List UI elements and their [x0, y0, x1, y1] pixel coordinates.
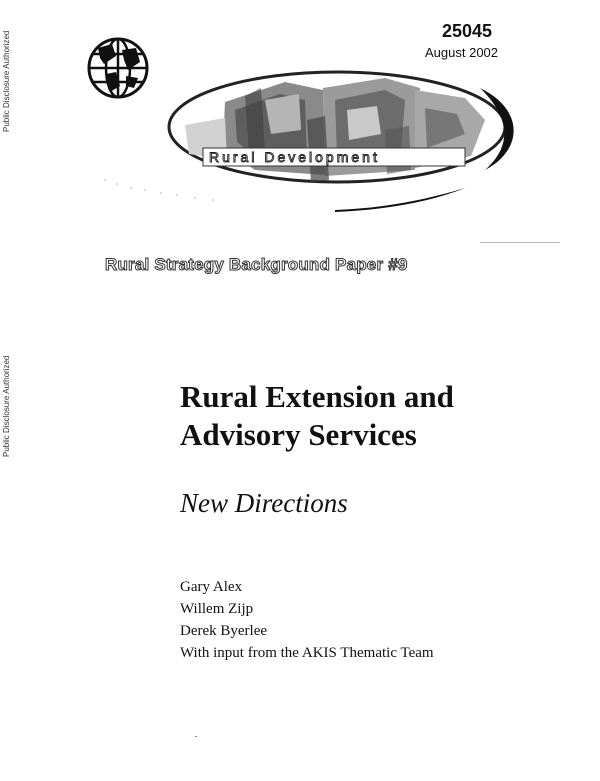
scan-speck	[195, 736, 197, 737]
report-number: 25045	[442, 21, 493, 41]
author-list	[180, 576, 434, 664]
disclosure-stamp-middle: Public Disclosure Authorized	[2, 355, 11, 457]
report-date: August 2002	[425, 45, 499, 60]
author-item: Derek Byerlee	[180, 623, 268, 639]
stray-scan-line	[480, 242, 560, 243]
rural-development-logo	[85, 30, 530, 215]
title-line-1: Rural Extension and	[180, 379, 454, 414]
globe-icon	[89, 39, 147, 97]
title-line-2: Advisory Services	[180, 417, 417, 452]
logo-banner-text: Rural Development	[209, 149, 380, 165]
document-subtitle: New Directions	[180, 488, 348, 518]
author-item: Gary Alex	[180, 579, 243, 595]
author-item: With input from the AKIS Thematic Team	[180, 645, 434, 661]
author-item: Willem Zijp	[180, 601, 254, 617]
disclosure-stamp-top: Public Disclosure Authorized	[2, 30, 11, 132]
series-title: Rural Strategy Background Paper #9	[105, 255, 408, 274]
document-title	[180, 378, 580, 454]
